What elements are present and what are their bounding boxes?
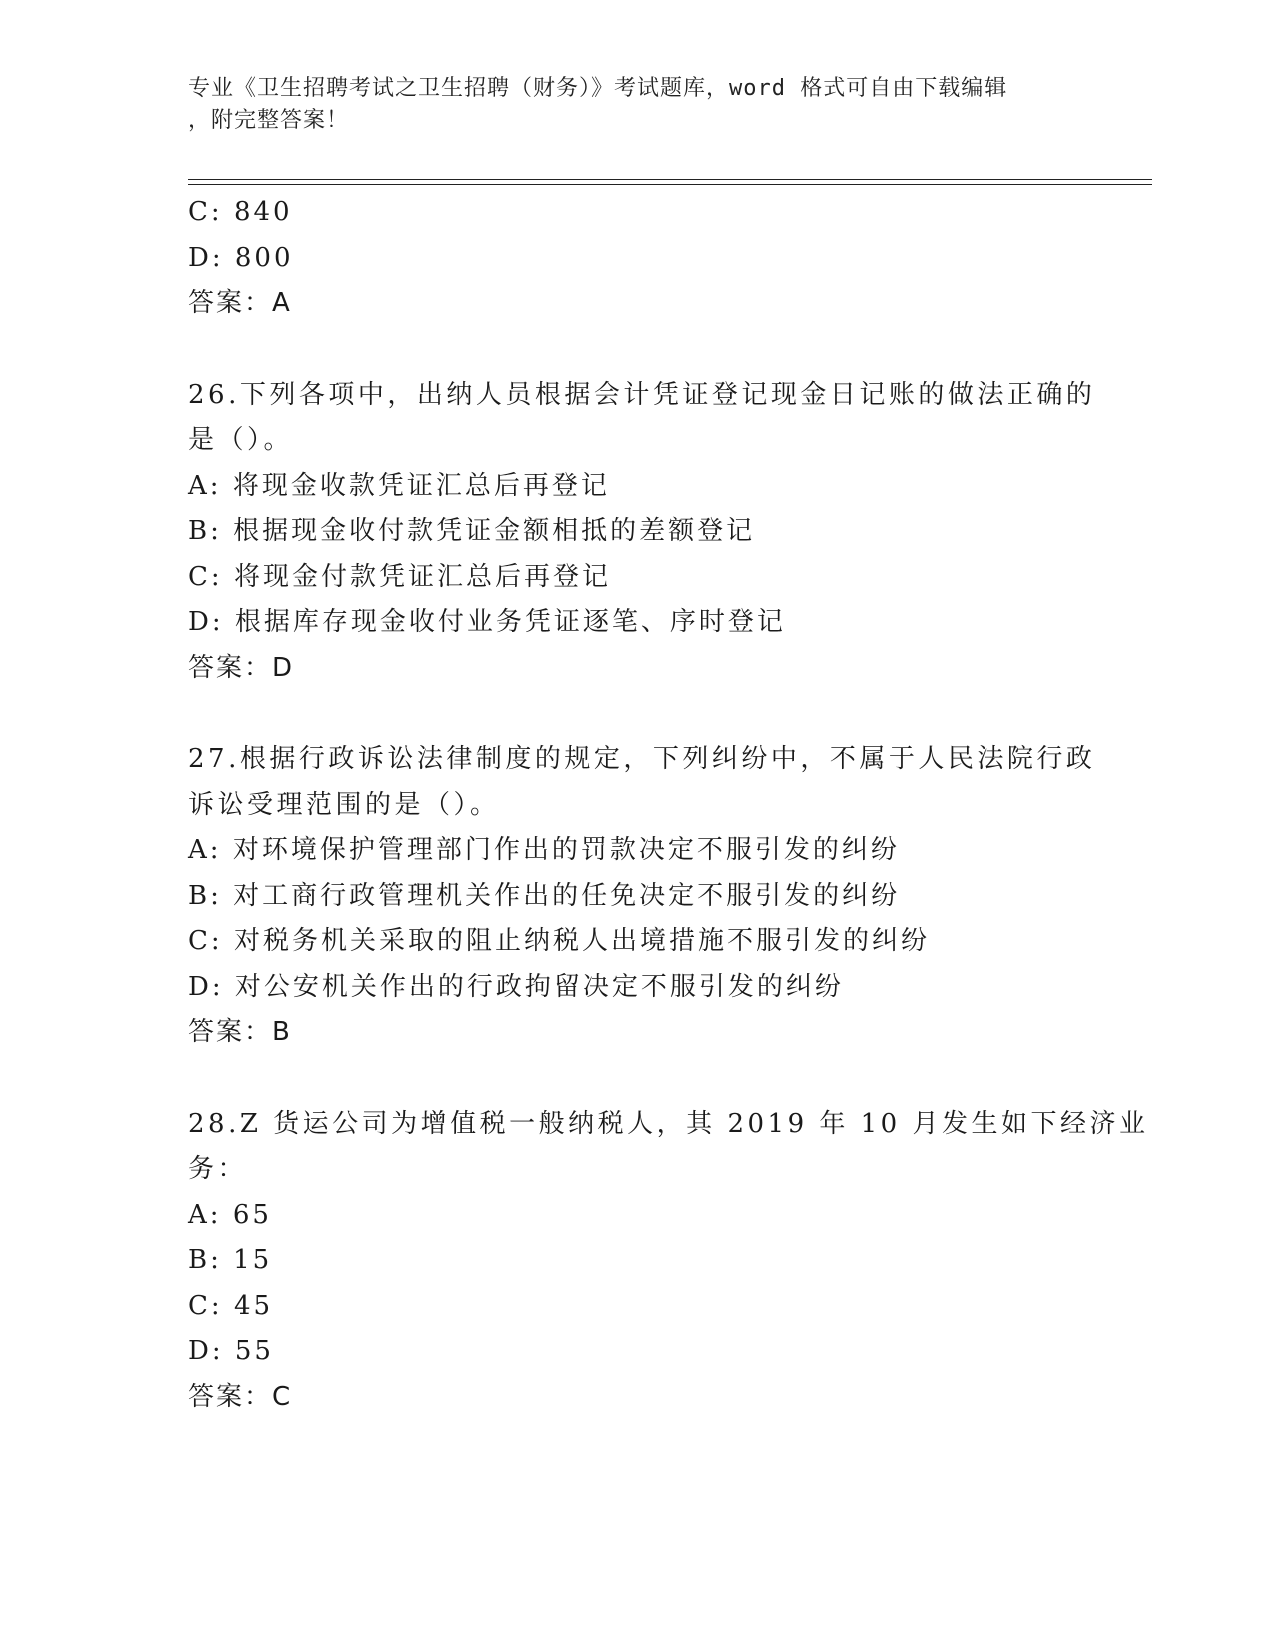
option-text: 根据现金收付款凭证金额相抵的差额登记 — [233, 516, 756, 546]
header-divider-top — [188, 179, 1152, 180]
previous-question-tail — [188, 190, 1088, 327]
option-text: 55 — [234, 1336, 274, 1366]
answer-line: 答案：B — [188, 1017, 292, 1047]
option-text: 对工商行政管理机关作出的任免决定不服引发的纠纷 — [233, 880, 901, 911]
option-label: D — [188, 1336, 212, 1366]
option-line: D: 55 — [188, 1336, 274, 1366]
question-28 — [188, 1102, 1149, 1421]
answer-line: 答案：D — [188, 652, 295, 683]
stem-line: 27.根据行政诉讼法律制度的规定，下列纠纷中，不属于人民法院行政 — [188, 744, 1096, 774]
stem-line: 26.下列各项中，出纳人员根据会计凭证登记现金日记账的做法正确的 — [188, 379, 1096, 410]
option-text: 15 — [233, 1245, 273, 1275]
option-label: C — [188, 926, 211, 956]
stem-line: 诉讼受理范围的是（）。 — [188, 789, 500, 820]
option-line: C: 840 — [188, 197, 293, 227]
option-line: B: 15 — [188, 1245, 273, 1275]
question-list — [188, 190, 1149, 1420]
answer-line: 答案：A — [188, 288, 292, 318]
question-stem — [188, 1102, 1149, 1193]
option-line: B: 对工商行政管理机关作出的任免决定不服引发的纠纷 — [188, 880, 901, 911]
option-text: 将现金收款凭证汇总后再登记 — [232, 470, 610, 501]
option-label: C — [188, 561, 211, 592]
option-text: 65 — [232, 1199, 272, 1230]
option-label: B — [188, 880, 211, 911]
header-line-1: 专业《卫生招聘考试之卫生招聘（财务）》考试题库，word 格式可自由下载编辑 — [188, 76, 1008, 101]
option-label: D — [188, 607, 212, 637]
option-line: C: 45 — [188, 1290, 274, 1321]
option-line: A: 65 — [188, 1199, 272, 1230]
option-label: A — [188, 1199, 210, 1230]
question-27 — [188, 737, 1096, 1056]
stem-line: 28.Z 货运公司为增值税一般纳税人，其 2019 年 10 月发生如下经济业 — [188, 1108, 1149, 1139]
document-header — [188, 73, 1068, 137]
option-line: C: 将现金付款凭证汇总后再登记 — [188, 561, 611, 592]
question-stem — [188, 373, 1096, 464]
stem-line: 务： — [188, 1154, 248, 1184]
option-text: 对环境保护管理部门作出的罚款决定不服引发的纠纷 — [232, 835, 900, 865]
option-line: A: 将现金收款凭证汇总后再登记 — [188, 470, 610, 501]
option-text: 对税务机关采取的阻止纳税人出境措施不服引发的纠纷 — [233, 926, 930, 956]
option-line: D: 对公安机关作出的行政拘留决定不服引发的纠纷 — [188, 971, 844, 1002]
option-label: C — [188, 1290, 211, 1321]
option-label: B — [188, 516, 211, 546]
option-text: 45 — [233, 1290, 274, 1321]
option-text: 对公安机关作出的行政拘留决定不服引发的纠纷 — [234, 971, 844, 1002]
question-26 — [188, 373, 1096, 692]
option-line: D: 根据库存现金收付业务凭证逐笔、序时登记 — [188, 607, 786, 637]
option-line: C: 对税务机关采取的阻止纳税人出境措施不服引发的纠纷 — [188, 926, 930, 956]
option-text: 将现金付款凭证汇总后再登记 — [233, 561, 611, 592]
option-label: A — [188, 835, 210, 865]
option-text: 800 — [234, 242, 294, 273]
option-label: D — [188, 971, 212, 1002]
option-label: B — [188, 1245, 211, 1275]
answer-line: 答案：C — [188, 1381, 293, 1412]
option-line: A: 对环境保护管理部门作出的罚款决定不服引发的纠纷 — [188, 835, 900, 865]
option-label: D — [188, 242, 212, 273]
option-label: A — [188, 470, 210, 501]
header-divider-bottom — [188, 184, 1152, 185]
question-stem — [188, 737, 1096, 828]
option-text: 根据库存现金收付业务凭证逐笔、序时登记 — [234, 607, 786, 637]
header-line-2: ，附完整答案！ — [188, 108, 350, 133]
option-line: D: 800 — [188, 242, 294, 273]
stem-line: 是（）。 — [188, 425, 294, 455]
option-label: C — [188, 197, 211, 227]
option-line: B: 根据现金收付款凭证金额相抵的差额登记 — [188, 516, 756, 546]
option-text: 840 — [233, 197, 293, 227]
